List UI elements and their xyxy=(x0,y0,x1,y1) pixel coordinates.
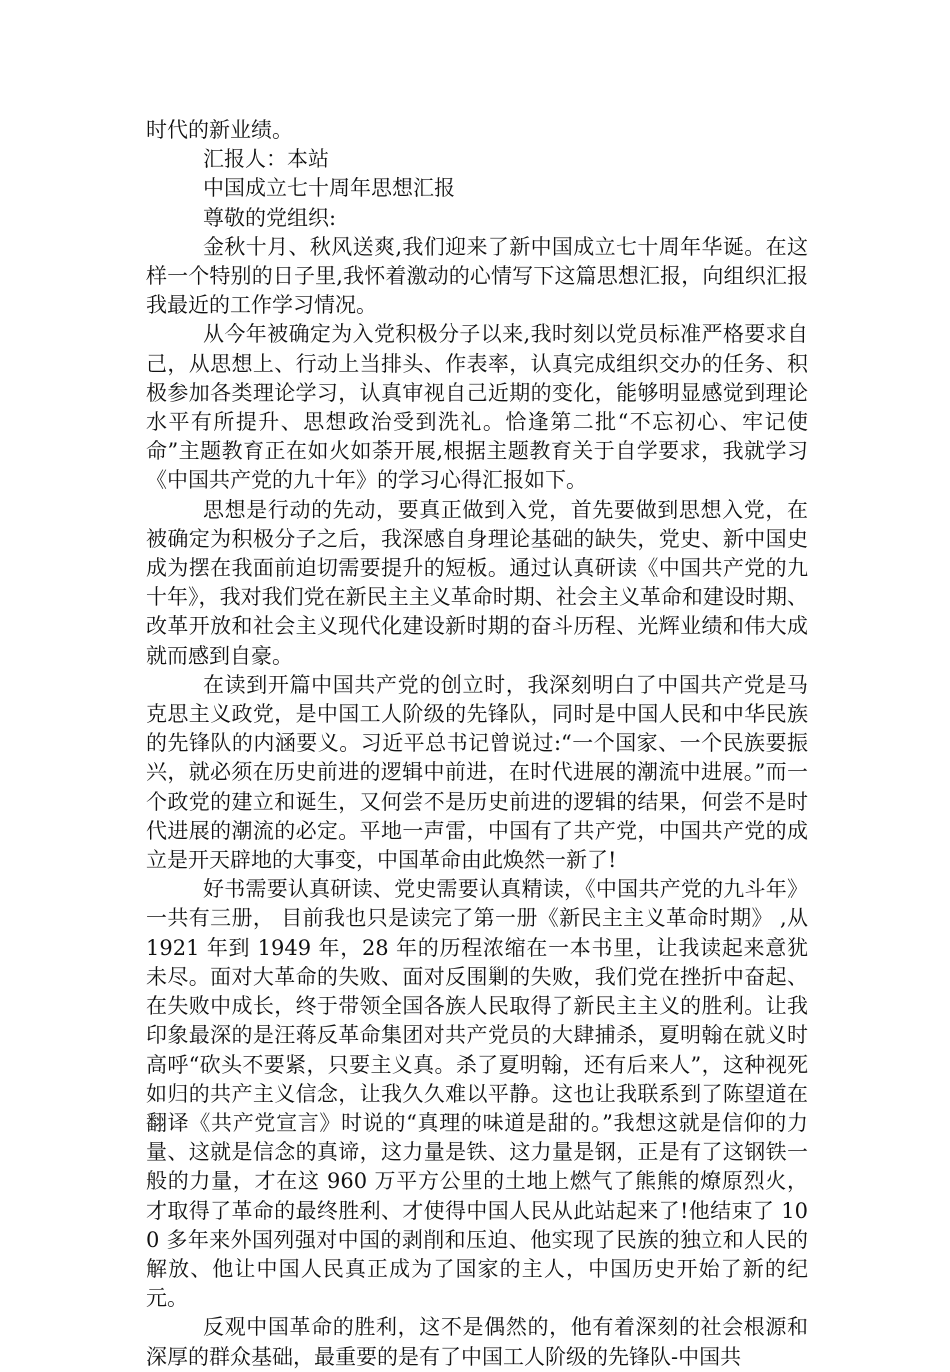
salutation: 尊敬的党组织: xyxy=(203,205,337,230)
reporter-line: 汇报人：本站 xyxy=(203,147,329,172)
paragraph: 反观中国革命的胜利，这不是偶然的，他有着深刻的社会根源和深厚的群众基础，最重要的是有了中国工人阶级的先锋队-中国共 xyxy=(146,1315,808,1369)
document-page xyxy=(146,116,808,1372)
report-title: 中国成立七十周年思想汇报 xyxy=(203,176,455,201)
paragraph: 好书需要认真研读、党史需要认真精读，《中国共产党的九斗年》一共有三册， 目前我也只是读完了第一册《新民主主义革命时期》 ,从 1921 年到 1949 年，28 年的历程浓缩在一本书里，让我读起来意犹未尽。面对大革命的失败、面对反围剿的失败，我们党在挫折中奋起、在失败中成长，终于带领全国各族人民取得了新民主主义的胜利。让我印象最深的是汪蒋反革命集团对共产党员的大肆捕杀，夏明翰在就义时高呼“砍头不要紧，只要主义真。杀了夏明翰，还有后来人”，这种视死如归的共产主义信念，让我久久难以平静。这也让我联系到了陈望道在翻译《共产党宣言》时说的“真理的味道是甜的。”我想这就是信仰的力量、这就是信念的真谛，这力量是铁、这力量是钢，正是有了这钢铁一般的力量，才在这 960 万平方公里的土地上燃气了熊熊的燎原烈火，才取得了革命的最终胜利、才使得中国人民从此站起来了!他结束了 100 多年来外国列强对中国的剥削和压迫、他实现了民族的独立和人民的解放、他让中国人民真正成为了国家的主人，中国历史开始了新的纪元。 xyxy=(146,877,808,1311)
paragraph: 在读到开篇中国共产党的创立时，我深刻明白了中国共产党是马克思主义政党，是中国工人阶级的先锋队，同时是中国人民和中华民族的先锋队的内涵要义。习近平总书记曾说过:“一个国家、一个民族要振兴，就必须在历史前进的逻辑中前进，在时代进展的潮流中进展。”而一个政党的建立和诞生，又何尝不是历史前进的逻辑的结果，何尝不是时代进展的潮流的必定。平地一声雷，中国有了共产党，中国共产党的成立是开天辟地的大事变，中国革命由此焕然一新了! xyxy=(146,672,808,873)
paragraph: 从今年被确定为入党积极分子以来,我时刻以党员标准严格要求自己，从思想上、行动上当排头、作表率，认真完成组织交办的任务、积极参加各类理论学习，认真审视自己近期的变化，能够明显感觉到理论水平有所提升、思想政治受到洗礼。恰逢第二批“不忘初心、牢记使命”主题教育正在如火如荼开展,根据主题教育关于自学要求，我就学习《中国共产党的九十年》的学习心得汇报如下。 xyxy=(146,322,808,493)
paragraph: 思想是行动的先动，要真正做到入党，首先要做到思想入党，在被确定为积极分子之后，我深感自身理论基础的缺失，党史、新中国史成为摆在我面前迫切需要提升的短板。通过认真研读《中国共产党的九十年》，我对我们党在新民主主义革命时期、社会主义革命和建设时期、改革开放和社会主义现代化建设新时期的奋斗历程、光辉业绩和伟大成就而感到自豪。 xyxy=(146,497,808,668)
paragraph: 金秋十月、秋风送爽,我们迎来了新中国成立七十周年华诞。在这样一个特别的日子里,我怀着激动的心情写下这篇思想汇报，向组织汇报我最近的工作学习情况。 xyxy=(146,234,808,318)
text-line: 时代的新业绩。 xyxy=(146,118,293,142)
